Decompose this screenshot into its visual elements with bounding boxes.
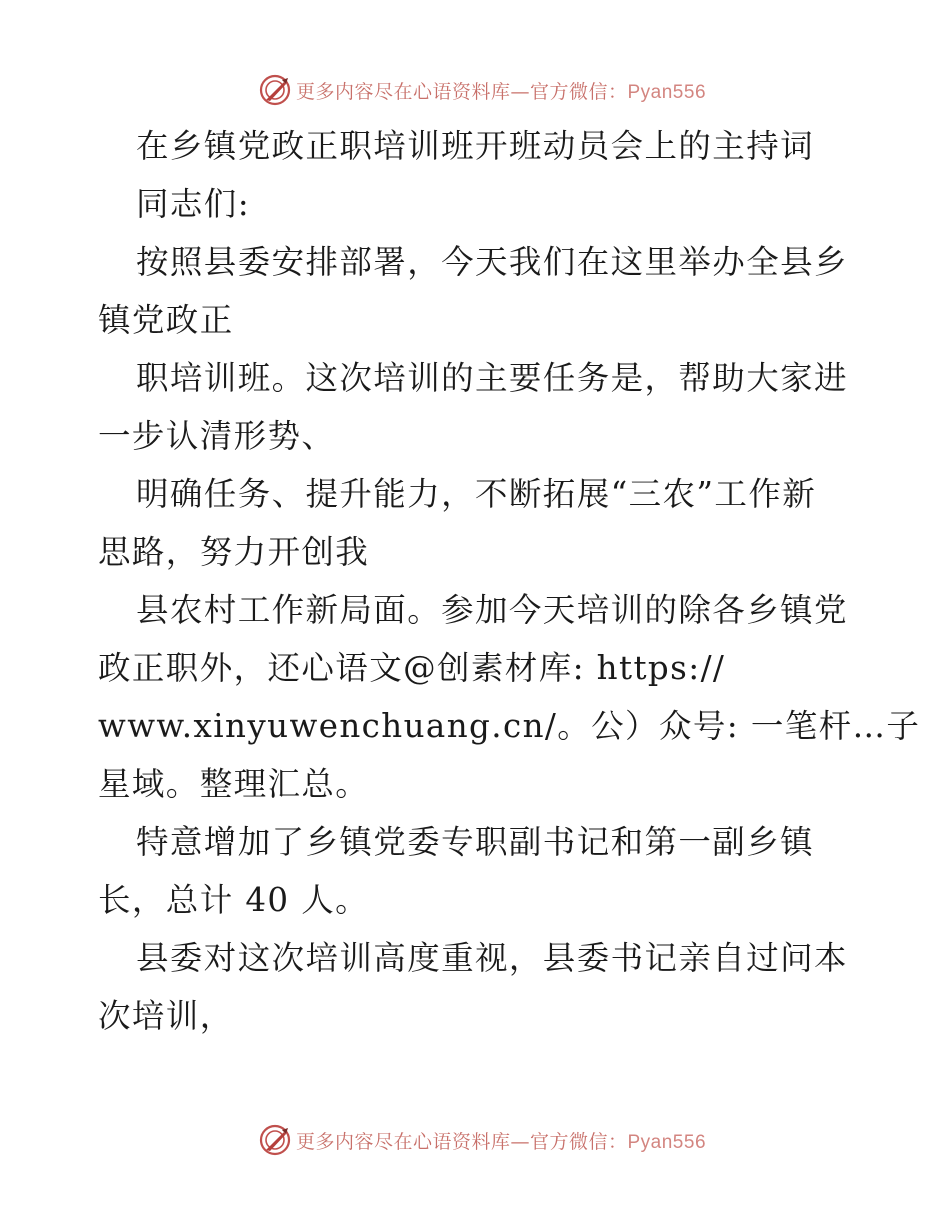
paragraph-line: 职培训班。这次培训的主要任务是，帮助大家进 [136, 359, 848, 397]
footer-banner [0, 1120, 950, 1160]
header-wechat-id: Pyan556 [627, 81, 707, 103]
footer-banner-inner [258, 1123, 706, 1157]
footer-wechat-id: Pyan556 [627, 1131, 707, 1153]
paragraph-line: 县农村工作新局面。参加今天培训的除各乡镇党 [136, 591, 848, 629]
paragraph-line: 镇党政正 [98, 301, 234, 339]
paragraph-line: 县委对这次培训高度重视，县委书记亲自过问本 [136, 939, 848, 977]
paragraph-line: 思路，努力开创我 [98, 533, 370, 571]
header-banner [0, 70, 950, 110]
paragraph-line: 特意增加了乡镇党委专职副书记和第一副乡镇 [136, 823, 815, 861]
footer-banner-text [296, 1127, 706, 1154]
document-title: 在乡镇党政正职培训班开班动员会上的主持词 [136, 127, 815, 165]
footer-banner-label: 更多内容尽在心语资料库—官方微信： [295, 1130, 628, 1153]
paragraph-line: 明确任务、提升能力，不断拓展“三农”工作新 [136, 475, 817, 513]
paragraph-line: 长，总计 40 人。 [98, 881, 370, 919]
quill-seal-icon [258, 1123, 292, 1157]
salutation: 同志们: [136, 185, 251, 223]
quill-seal-icon [258, 73, 292, 107]
document-body [98, 117, 921, 1045]
header-banner-inner [258, 73, 706, 107]
paragraph-line: 星域。整理汇总。 [98, 765, 370, 803]
paragraph-line: 次培训， [98, 997, 234, 1035]
header-banner-text [296, 77, 706, 104]
paragraph-line: www.xinyuwenchuang.cn/。公）众号: 一笔杆…子 [98, 707, 921, 745]
header-banner-label: 更多内容尽在心语资料库—官方微信： [295, 80, 628, 103]
paragraph-line: 政正职外，还心语文@创素材库: https:// [98, 649, 726, 687]
paragraph-line: 按照县委安排部署，今天我们在这里举办全县乡 [136, 243, 848, 281]
paragraph-line: 一步认清形势、 [98, 417, 336, 455]
